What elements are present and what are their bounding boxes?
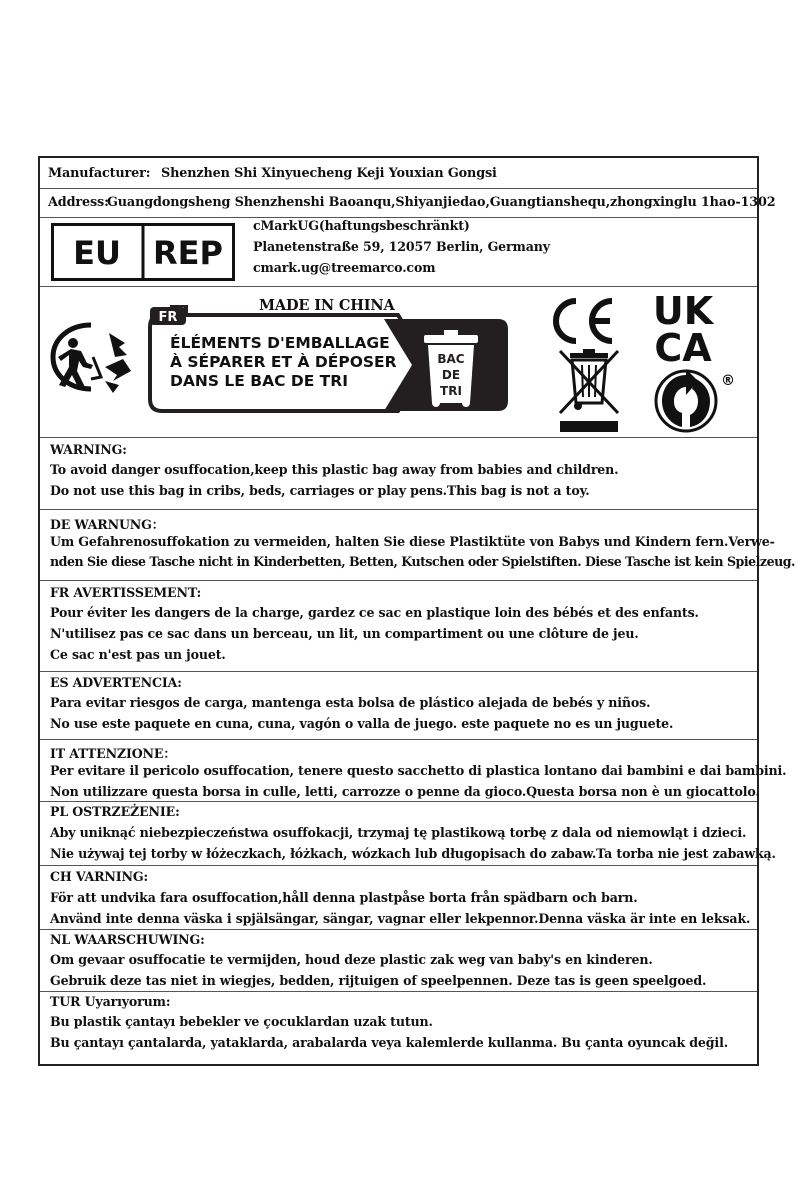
warning-line: Per evitare il pericolo osuffocation, tenere questo sacchetto di plastica lontano dai bambini e dai bambini. [50,763,787,778]
sorting-bin-icon [424,330,478,407]
warning-title: ES ADVERTENCIA: [50,675,182,690]
warning-section-de [40,510,795,581]
warning-section-pl [40,802,776,866]
warning-line: No use este paquete en cuna, cuna, vagón o valla de juego. este paquete no es un juguete. [50,716,674,731]
ce-mark-icon [546,297,616,345]
warning-line: nden Sie diese Tasche nicht in Kinderbetten, Betten, Kutschen oder Spielstiften. Diese Tasche ist kein Spielzeug. [50,554,795,569]
warning-line: För att undvika fara osuffocation,håll denna plastpåse borta från spädbarn och barn. [50,890,638,905]
manufacturer-label: Manufacturer: [48,166,151,181]
warning-line: Gebruik deze tas niet in wiegjes, bedden, rijtuigen of speelpennen. Deze tas is geen speelgoed. [50,973,707,988]
warning-section-ch [40,866,757,930]
warning-title: NL WAARSCHUWING: [50,932,205,947]
bin-line-1: BAC [437,352,465,366]
warning-line: Aby uniknąć niebezpieczeństwa osuffokacji, trzymaj tę plastikową torbę z dala od niemowląt i dzieci. [50,825,747,840]
warning-title: WARNING: [50,442,127,457]
warning-section-it [40,740,787,802]
bin-line-2: DE [441,368,461,382]
eu-rep-company: cMarkUG(haftungsbeschränkt) [253,218,470,233]
warning-line: To avoid danger osuffocation,keep this plastic bag away from babies and children. [50,462,619,477]
warning-section-en [40,438,757,510]
warning-line: Ce sac n'est pas un jouet. [50,647,226,662]
manufacturer-value: Shenzhen Shi Xinyuecheng Keji Youxian Gongsi [161,166,497,181]
warning-line: Non utilizzare questa borsa in culle, letti, carrozze o penne da gioco.Questa borsa non è un giocattolo. [50,784,760,799]
address-label: Address: [48,195,109,210]
banner-line-2: À SÉPARER ET À DÉPOSER [170,353,397,371]
weee-bin-icon [556,347,622,433]
fr-sorting-banner [148,305,510,413]
address-value: Guangdongsheng Shenzhenshi Baoanqu,Shiyanjiedao,Guangtianshequ,zhongxinglu 1hao-1302 [107,195,776,210]
warning-line: Om gevaar osuffocatie te vermijden, houd deze plastic zak weg van baby's en kinderen. [50,952,653,967]
warning-title: DE WARNUNG： [50,517,165,532]
warning-line: Bu plastik çantayı bebekler ve çocuklardan uzak tutun. [50,1014,433,1029]
registered-mark: ® [721,373,735,389]
warning-title: PL OSTRZEŻENIE: [50,804,180,819]
warning-line: Pour éviter les dangers de la charge, gardez ce sac en plastique loin des bébés et des enfants. [50,605,699,620]
banner-line-1: ÉLÉMENTS D'EMBALLAGE [170,334,390,352]
manufacturer-row [40,158,757,189]
warning-title: FR AVERTISSEMENT: [50,585,202,600]
bin-line-3: TRI [440,384,462,398]
compliance-label [38,156,795,1066]
warning-section-es [40,672,757,740]
eu-rep-email: cmark.ug@treemarco.com [253,260,436,275]
triman-recycle-icon [47,321,141,393]
banner-line-3: DANS LE BAC DE TRI [170,372,348,390]
logos-row [40,287,757,438]
warning-title: TUR Uyarıyorum: [50,994,171,1009]
made-in-label: MADE IN CHINA [259,297,395,314]
warning-title: CH VARNING: [50,869,149,884]
warning-line: Um Gefahrenosuffokation zu vermeiden, halten Sie diese Plastiktüte von Babys und Kindern fern.Verwe- [50,534,775,549]
warning-line: Do not use this bag in cribs, beds, carriages or play pens.This bag is not a toy. [50,483,590,498]
warning-section-tr [40,992,757,1064]
rep-badge-text: REP [153,234,223,272]
warning-line: Para evitar riesgos de carga, mantenga esta bolsa de plástico alejada de bebés y niños. [50,695,651,710]
address-row [40,189,776,218]
eu-rep-row [40,218,757,287]
eu-rep-address: Planetenstraße 59, 12057 Berlin, Germany [253,239,550,254]
warning-section-fr [40,581,757,672]
eu-rep-badge [51,223,235,281]
warning-line: Bu çantayı çantalarda, yataklarda, arabalarda veya kalemlerde kullanma. Bu çanta oyuncak değil. [50,1035,728,1050]
warning-line: Nie używaj tej torby w łóżeczkach, łóżkach, wózkach lub długopisach do zabaw.Ta torba nie jest zabawką. [50,846,776,861]
eu-badge-text: EU [73,234,121,272]
ukca-mark-icon [644,291,722,365]
ukca-top-text: UK [652,291,714,333]
green-dot-icon [652,369,738,433]
warning-line: N'utilisez pas ce sac dans un berceau, un lit, un compartiment ou une clôture de jeu. [50,626,639,641]
ukca-bottom-text: CA [654,326,712,365]
warning-title: IT ATTENZIONE： [50,746,176,761]
warning-line: Använd inte denna väska i spjälsängar, sängar, vagnar eller lekpennor.Denna väska är inte en leksak. [50,911,751,926]
banner-country: FR [158,310,178,325]
warning-section-nl [40,930,757,992]
